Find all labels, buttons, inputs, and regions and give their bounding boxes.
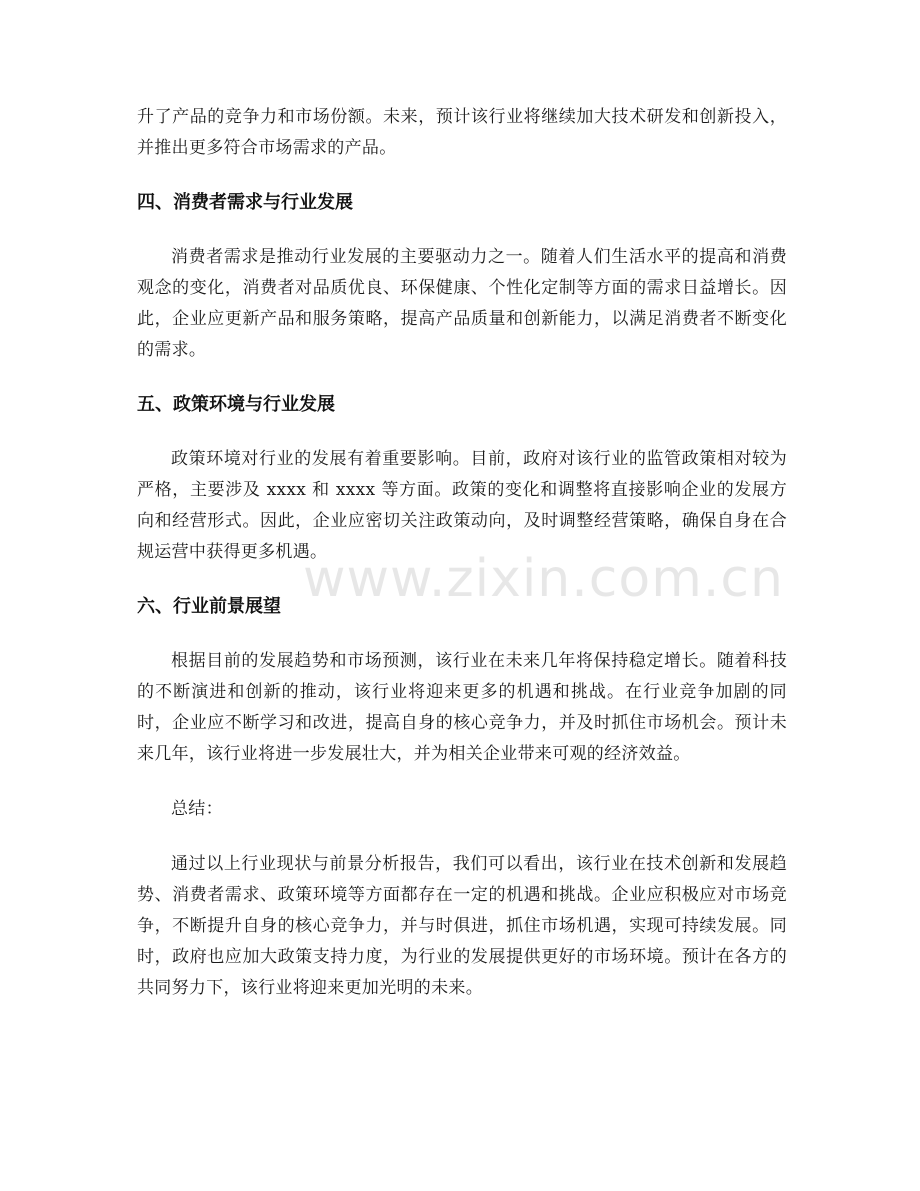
watermark-text: www.zixin.com.cn bbox=[303, 549, 784, 609]
paragraph-intro-tail: 升了产品的竞争力和市场份额。未来，预计该行业将继续加大技术研发和创新投入，并推出更多符合市场需求的产品。 bbox=[137, 107, 787, 158]
section-heading-industry-outlook: 六、行业前景展望 bbox=[137, 596, 281, 617]
section-heading-consumer-demand: 四、消费者需求与行业发展 bbox=[137, 192, 353, 213]
paragraph-consumer-demand: 消费者需求是推动行业发展的主要驱动力之一。随着人们生活水平的提高和消费观念的变化，消费者对品质优良、环保健康、个性化定制等方面的需求日益增长。因此，企业应更新产品和服务策略，提高产品质量和创新能力，以满足消费者不断变化的需求。 bbox=[137, 247, 787, 360]
paragraph-summary: 通过以上行业现状与前景分析报告，我们可以看出，该行业在技术创新和发展趋势、消费者需求、政策环境等方面都存在一定的机遇和挑战。企业应积极应对市场竞争，不断提升自身的核心竞争力，并与时俱进，抓住市场机遇，实现可持续发展。同时，政府也应加大政策支持力度，为行业的发展提供更好的市场环境。预计在各方的共同努力下，该行业将迎来更加光明的未来。 bbox=[137, 854, 787, 998]
paragraph-industry-outlook: 根据目前的发展趋势和市场预测，该行业在未来几年将保持稳定增长。随着科技的不断演进和创新的推动，该行业将迎来更多的机遇和挑战。在行业竞争加剧的同时，企业应不断学习和改进，提高自身的核心竞争力，并及时抓住市场机会。预计未来几年，该行业将进一步发展壮大，并为相关企业带来可观的经济效益。 bbox=[137, 651, 787, 764]
summary-label: 总结： bbox=[171, 799, 223, 819]
paragraph-policy-environment: 政策环境对行业的发展有着重要影响。目前，政府对该行业的监管政策相对较为严格，主要涉及 xxxx 和 xxxx 等方面。政策的变化和调整将直接影响企业的发展方向和经营形式。因此，企业应密切关注政策动向，及时调整经营策略，确保自身在合规运营中获得更多机遇。 bbox=[137, 449, 787, 562]
document-body bbox=[137, 102, 787, 1028]
section-heading-policy-environment: 五、政策环境与行业发展 bbox=[137, 394, 335, 415]
